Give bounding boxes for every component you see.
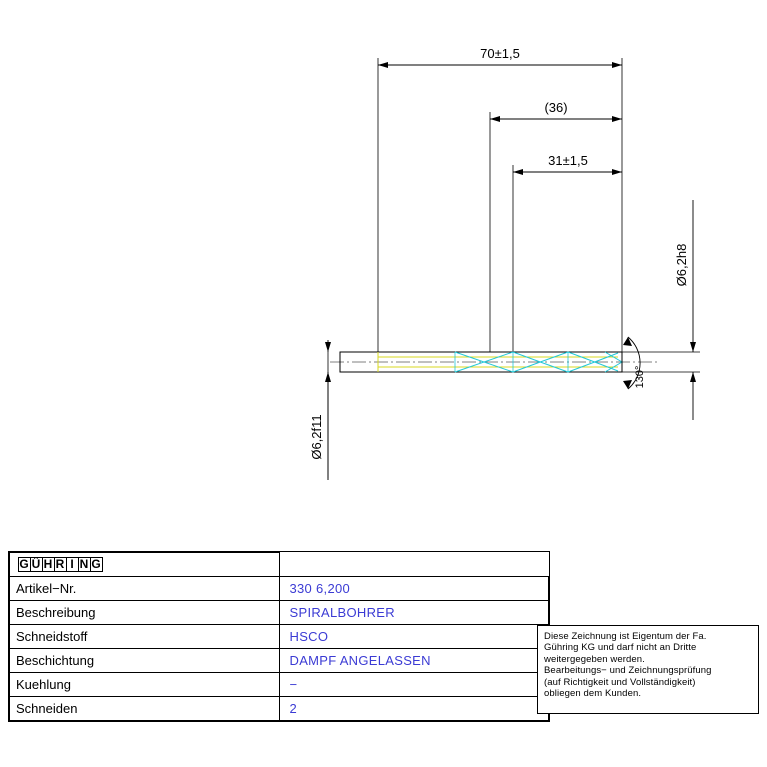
title-block (8, 551, 550, 722)
row-value-beschichtung: DAMPF ANGELASSEN (279, 648, 549, 672)
legal-notice-line: Gühring KG und darf nicht an Dritte (544, 642, 697, 654)
dimension-cutting-diameter-label: Ø6,2f11 (309, 414, 324, 460)
logo-letter: H (43, 557, 54, 572)
drill-body (330, 352, 660, 372)
row-value-kuehlung: − (279, 672, 549, 696)
dimension-overall-length (378, 46, 622, 68)
legal-notice-box (537, 625, 759, 714)
legal-notice-line: Bearbeitungs− und Zeichnungsprüfung (544, 665, 712, 677)
row-label-schneidstoff: Schneidstoff (10, 624, 280, 648)
logo-letter: Ü (31, 557, 42, 572)
legal-notice-line: obliegen dem Kunden. (544, 688, 642, 700)
dimension-overall-length-label: 70±1,5 (480, 46, 520, 61)
table-row (10, 624, 549, 648)
row-label-kuehlung: Kuehlung (10, 672, 280, 696)
row-label-artikel-nr: Artikel−Nr. (10, 576, 280, 600)
row-label-beschreibung: Beschreibung (10, 600, 280, 624)
legal-notice-line: (auf Richtigkeit und Vollständigkeit) (544, 676, 696, 688)
legal-notice-line: weitergegeben werden. (544, 653, 645, 665)
table-row (10, 600, 549, 624)
extension-lines (328, 58, 700, 480)
dimension-point-angle-label: 130° (634, 365, 646, 389)
table-row (10, 576, 549, 600)
guhring-logo (16, 557, 104, 572)
logo-letter: R (55, 557, 66, 572)
row-label-beschichtung: Beschichtung (10, 648, 280, 672)
dimension-shank-diameter-label: Ø6,2h8 (674, 243, 689, 287)
logo-row-blank (279, 553, 549, 577)
dimension-reference-length-label: (36) (544, 100, 568, 115)
logo-letter: I (66, 557, 79, 572)
logo-letter: G (91, 557, 102, 572)
table-row (10, 648, 549, 672)
row-value-schneidstoff: HSCO (279, 624, 549, 648)
logo-letter: G (19, 557, 30, 572)
row-value-schneiden: 2 (279, 696, 549, 720)
row-value-beschreibung: SPIRALBOHRER (279, 600, 549, 624)
dimension-reference-length (490, 100, 622, 122)
dimension-flute-length-label: 31±1,5 (548, 153, 588, 168)
logo-letter: N (79, 557, 90, 572)
dimension-shank-diameter (674, 200, 696, 420)
row-value-artikel-nr: 330 6,200 (279, 576, 549, 600)
dimension-point-angle (623, 337, 646, 389)
logo-cell (10, 553, 280, 577)
row-label-schneiden: Schneiden (10, 696, 280, 720)
dimension-flute-length (513, 153, 622, 175)
table-row (10, 672, 549, 696)
title-block-logo-row (10, 553, 549, 577)
legal-notice-line: Diese Zeichnung ist Eigentum der Fa. (544, 631, 707, 642)
table-row (10, 696, 549, 720)
